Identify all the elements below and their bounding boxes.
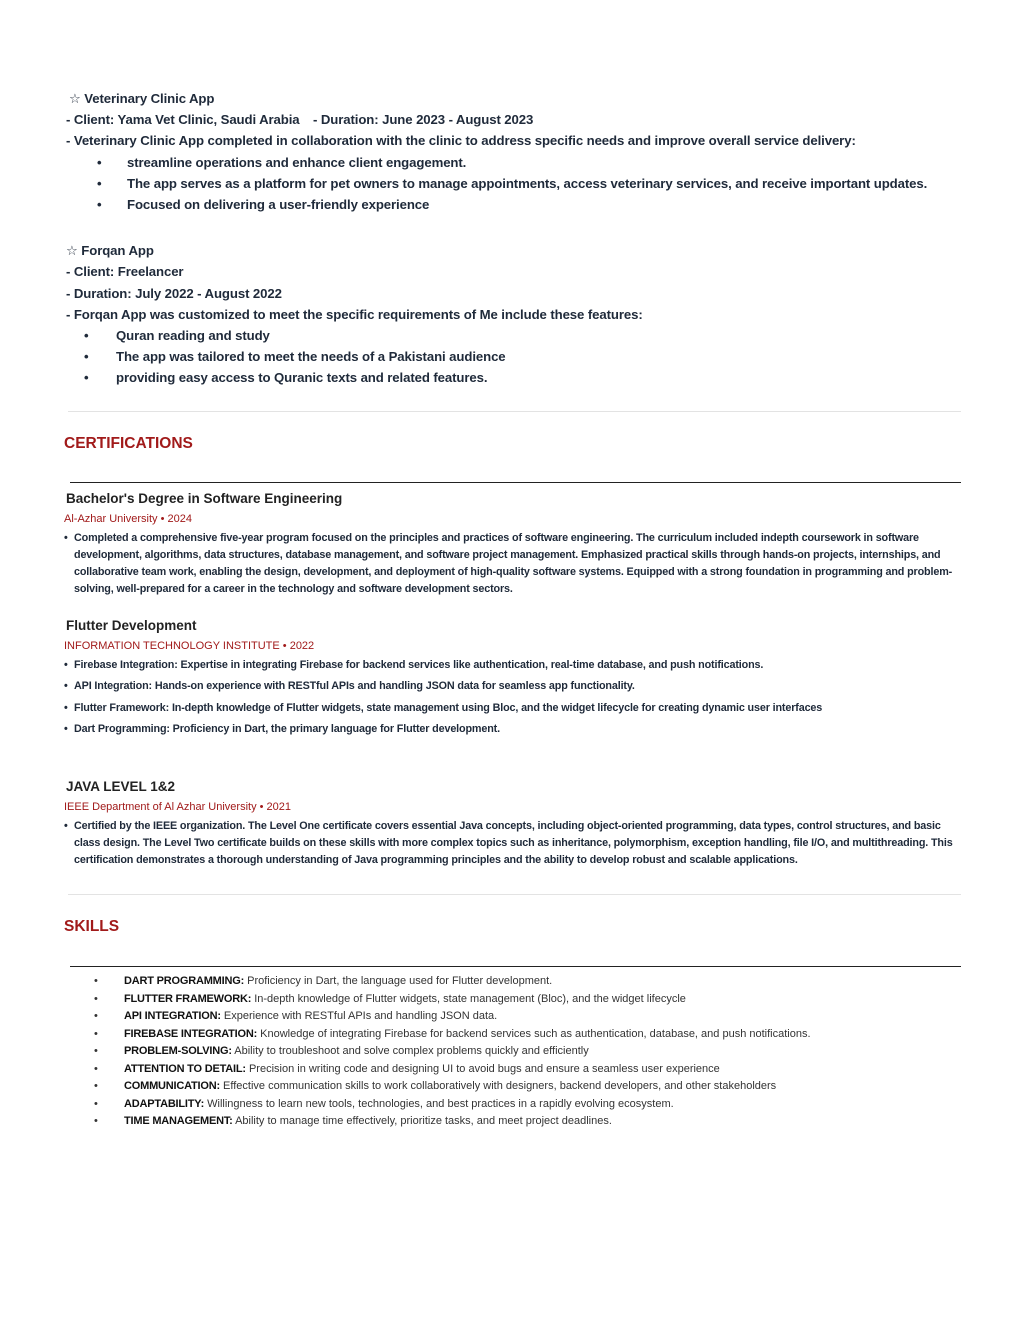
skills-heading: SKILLS	[64, 918, 120, 935]
bullet-marker: •	[97, 176, 102, 191]
bullet-marker: •	[64, 659, 68, 671]
skill-description: Precision in writing code and designing UI to avoid bugs and ensure a seamless user experience	[245, 1063, 720, 1075]
cert-bullet-text: Flutter Framework: In-depth knowledge of Flutter widgets, state management using Bloc, and the widget lifecycle for creating dynamic user interfaces	[74, 702, 823, 714]
bullet-marker: •	[84, 328, 89, 343]
skill-label: FLUTTER FRAMEWORK:	[124, 993, 252, 1005]
heading-rule	[70, 966, 961, 967]
skill-description: Willingness to learn new tools, technologies, and best practices in a rapidly evolving ecosystem.	[204, 1098, 674, 1110]
project-description: - Forqan App was customized to meet the specific requirements of Me include these features:	[66, 307, 643, 322]
skill-description: Ability to troubleshoot and solve complex problems quickly and efficiently	[231, 1045, 589, 1057]
skill-description: Ability to manage time effectively, prioritize tasks, and meet project deadlines.	[232, 1115, 612, 1127]
cert-bullet	[64, 818, 956, 869]
project-bullet: providing easy access to Quranic texts and related features.	[116, 370, 488, 385]
section-divider	[68, 894, 961, 895]
cert-title: Bachelor's Degree in Software Engineering	[66, 491, 343, 506]
skill-label: COMMUNICATION:	[124, 1080, 220, 1092]
bullet-marker: •	[64, 532, 68, 544]
bullet-marker: •	[84, 349, 89, 364]
skill-label: ADAPTABILITY:	[124, 1098, 205, 1110]
cert-bullet-text: API Integration: Hands-on experience with RESTful APIs and handling JSON data for seamless app functionality.	[74, 680, 635, 692]
project-bullet: The app was tailored to meet the needs of a Pakistani audience	[116, 349, 506, 364]
cert-title: JAVA LEVEL 1&2	[66, 779, 176, 794]
bullet-marker: •	[97, 155, 102, 170]
cert-subtitle: Al-Azhar University • 2024	[64, 513, 192, 525]
skill-description: In-depth knowledge of Flutter widgets, state management (Bloc), and the widget lifecycle	[251, 993, 686, 1005]
skill-label: DART PROGRAMMING:	[124, 975, 245, 987]
skill-label: PROBLEM-SOLVING:	[124, 1045, 232, 1057]
certifications-heading: CERTIFICATIONS	[64, 435, 193, 452]
project-title: ☆ Veterinary Clinic App	[69, 91, 215, 106]
heading-rule	[70, 482, 961, 483]
cert-bullet-text: Certified by the IEEE organization. The Level One certificate covers essential Java concepts, including object-oriented programming, data types, control structures, and basic class design. The Level Two certificate builds on these skills with more complex topics such as inheritance, polymorphism, exception handling, file I/O, and multithreading. This certification demonstrates a thorough understanding of Java programming principles and the ability to develop robust and scalable applications.	[74, 820, 953, 866]
cert-bullet	[64, 678, 956, 695]
bullet-marker: •	[94, 1010, 98, 1022]
bullet-marker: •	[94, 975, 98, 987]
bullet-marker: •	[94, 1115, 98, 1127]
cert-bullet	[64, 657, 956, 674]
project-bullet: streamline operations and enhance client engagement.	[127, 155, 467, 170]
project-duration: - Duration: June 2023 - August 2023	[313, 112, 534, 127]
skill-description: Proficiency in Dart, the language used for Flutter development.	[244, 975, 553, 987]
cert-bullet-text: Completed a comprehensive five-year program focused on the principles and practices of software engineering. The curriculum included indepth coursework in software development, algorithms, data structures, database management, and software project management. Emphasized practical skills through hands-on projects, internships, and collaborative team work, enabling the design, development, and deployment of high-quality software systems. Equipped with a strong foundation in programming and problem-solving, well-prepared for a career in the technology and software development sectors.	[74, 532, 953, 595]
cert-subtitle: IEEE Department of Al Azhar University • 2021	[64, 801, 292, 813]
bullet-marker: •	[84, 370, 89, 385]
cert-subtitle: INFORMATION TECHNOLOGY INSTITUTE • 2022	[64, 640, 315, 652]
skill-label: API INTEGRATION:	[124, 1010, 221, 1022]
project-client: - Client: Yama Vet Clinic, Saudi Arabia	[66, 112, 300, 127]
bullet-marker: •	[64, 680, 68, 692]
project-bullet: The app serves as a platform for pet owners to manage appointments, access veterinary services, and receive important updates.	[127, 176, 928, 191]
section-divider	[68, 411, 961, 412]
bullet-marker: •	[94, 1028, 98, 1040]
cert-bullet	[64, 700, 956, 717]
project-bullet: Focused on delivering a user-friendly experience	[127, 197, 430, 212]
bullet-marker: •	[94, 1080, 98, 1092]
bullet-marker: •	[94, 1063, 98, 1075]
cert-bullet	[64, 530, 956, 598]
cert-bullet-text: Firebase Integration: Expertise in integrating Firebase for backend services like authentication, real-time database, and push notifications.	[74, 659, 764, 671]
bullet-marker: •	[94, 1045, 98, 1057]
bullet-marker: •	[64, 723, 68, 735]
project-description: - Veterinary Clinic App completed in collaboration with the clinic to address specific needs and improve overall service delivery:	[66, 133, 856, 148]
skill-description: Experience with RESTful APIs and handling JSON data.	[220, 1010, 498, 1022]
cert-title: Flutter Development	[66, 618, 197, 633]
skill-label: TIME MANAGEMENT:	[124, 1115, 233, 1127]
cert-bullet	[64, 721, 956, 738]
project-client: - Client: Freelancer	[66, 264, 184, 279]
skill-description: Knowledge of integrating Firebase for backend services such as authentication, database, and push notifications.	[257, 1028, 811, 1040]
bullet-marker: •	[94, 993, 98, 1005]
project-duration: - Duration: July 2022 - August 2022	[66, 286, 282, 301]
project-title: ☆ Forqan App	[66, 243, 154, 258]
skill-label: ATTENTION TO DETAIL:	[124, 1063, 246, 1075]
project-bullet: Quran reading and study	[116, 328, 270, 343]
bullet-marker: •	[64, 820, 68, 832]
bullet-marker: •	[94, 1098, 98, 1110]
cert-bullet-text: Dart Programming: Proficiency in Dart, the primary language for Flutter development.	[74, 723, 500, 735]
skill-description: Effective communication skills to work collaboratively with designers, backend developers, and other stakeholders	[219, 1080, 777, 1092]
bullet-marker: •	[64, 702, 68, 714]
bullet-marker: •	[97, 197, 102, 212]
skill-label: FIREBASE INTEGRATION:	[124, 1028, 258, 1040]
